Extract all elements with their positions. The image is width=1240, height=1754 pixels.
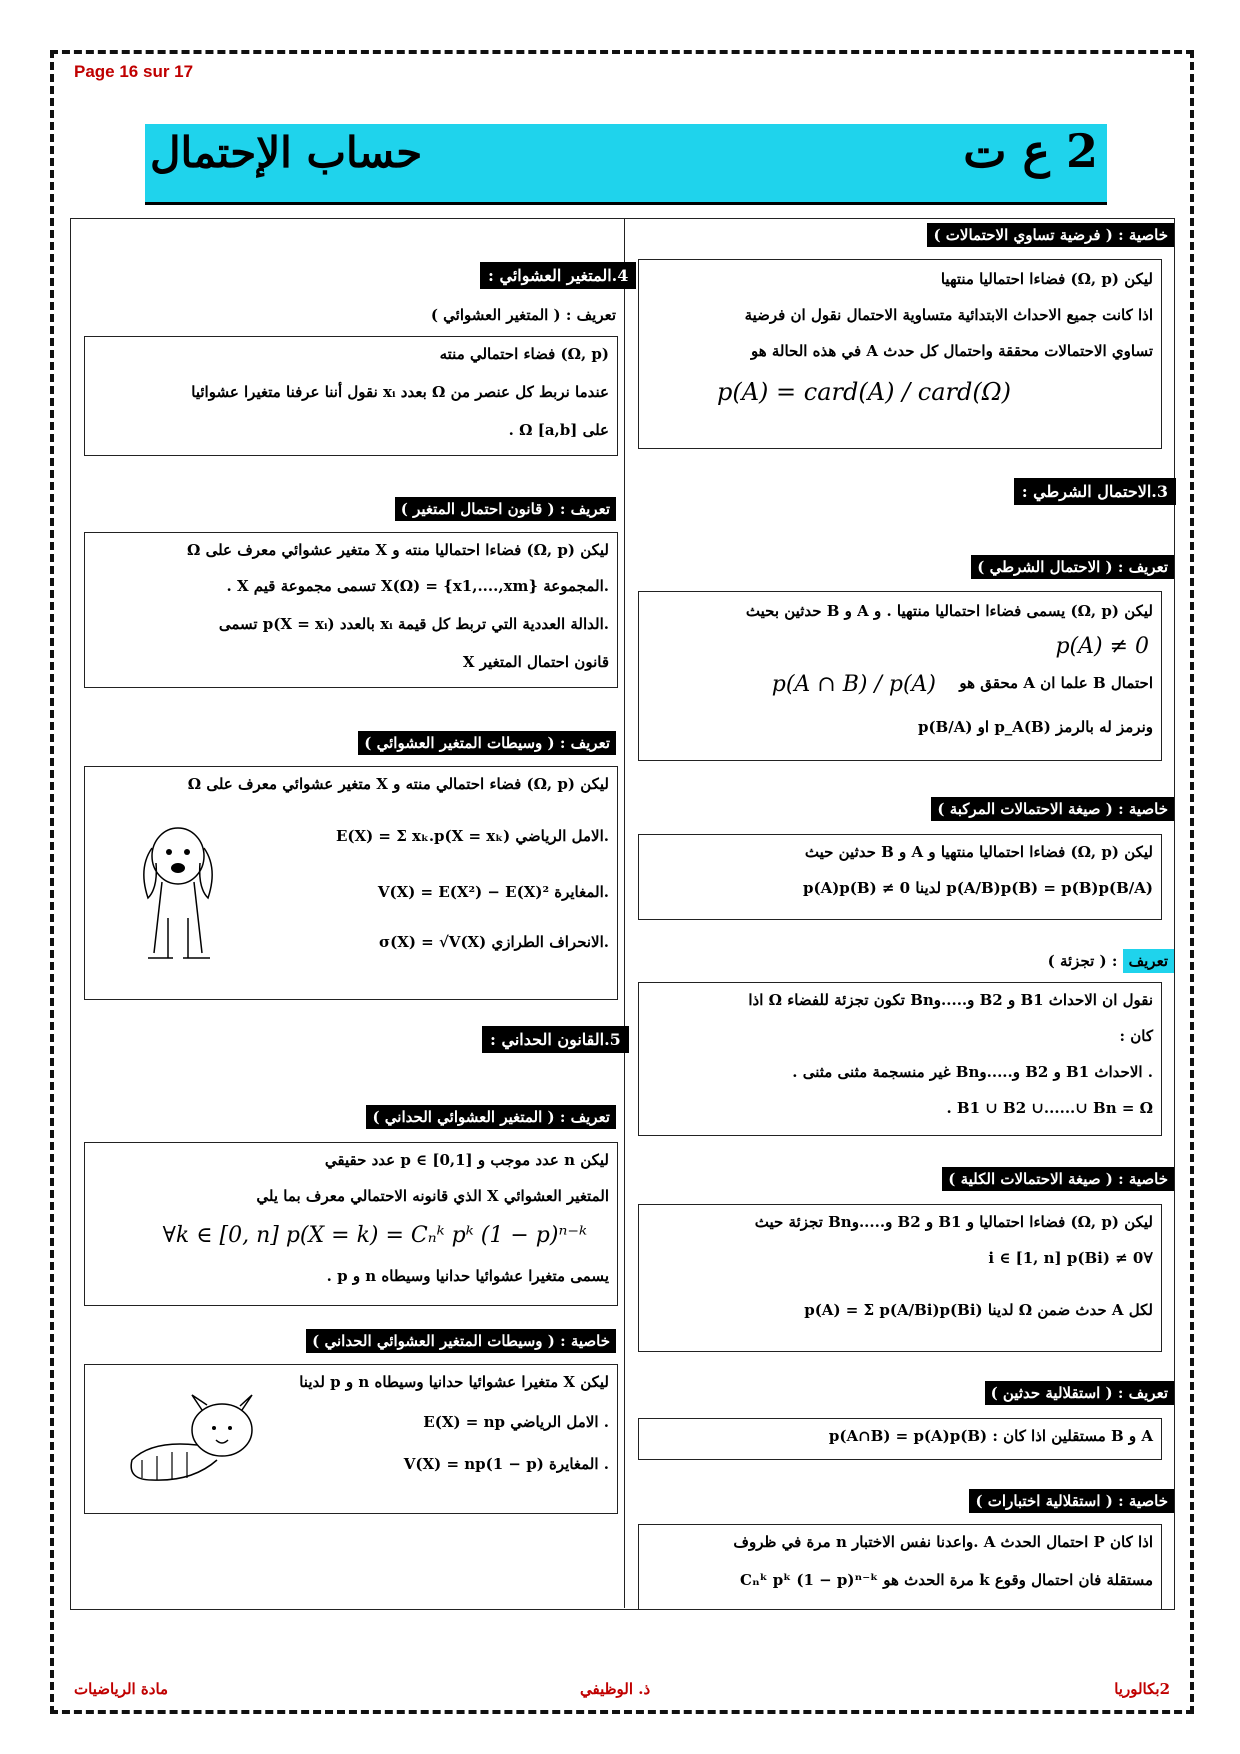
cond-line-4: ونرمز له بالرمز p_A(B) او p(B/A) (917, 718, 1153, 736)
section-3-heading: 3.الاحتمال الشرطي : (1014, 478, 1176, 505)
binomial-box (84, 1142, 618, 1306)
part-line-3: . الاحداث B1 و B2 و.....وBn غير منسجمة مثنى مثنى . (792, 1063, 1153, 1081)
footer-teacher: ذ. الوظيفي (580, 1680, 651, 1698)
conditional-definition-label: تعريف : ( الاحتمال الشرطي ) (971, 558, 1174, 576)
conditional-box (638, 591, 1162, 761)
total-line-3: لكل A حدث ضمن Ω لدينا p(A) = Σ p(A/Bi)p(Bi) (804, 1301, 1153, 1319)
random-variable-definition-label: تعريف : ( المتغير العشوائي ) (430, 306, 616, 324)
law-line-4: قانون احتمال المتغير X (462, 653, 609, 671)
page-number: Page 16 sur 17 (74, 62, 194, 81)
binom-line-1: ليكن n عدد موجب و p ∈ [0,1] عدد حقيقي (324, 1151, 609, 1169)
param-line-3: .المغايرة V(X) = E(X²) − E(X)² (377, 883, 609, 901)
compound-box (638, 834, 1162, 920)
comp-line-1: ليكن (Ω, p) فضاءا احتماليا منتهيا و A و B حدثين حيث (804, 843, 1153, 861)
total-probability-property-label: خاصية : ( صيغة الاحتمالات الكلية ) (942, 1170, 1174, 1188)
law-line-1: ليكن (Ω, p) فضاءا احتماليا منته و X متغير عشوائي معرف على Ω (186, 541, 609, 559)
comp-line-2: p(A/B)p(B) = p(B)p(B/A) لدينا p(A)p(B) ≠ 0 (802, 879, 1153, 897)
section-5-heading: 5.القانون الحداني : (482, 1026, 629, 1053)
law-line-3: .الدالة العددية التي تربط كل قيمة xᵢ بالعدد p(X = xᵢ) تسمى (218, 615, 609, 633)
bparam-line-1: ليكن X متغيرا عشوائيا حدانيا وسيطاه n و p لدينا (299, 1373, 609, 1391)
eq-line-3: تساوي الاحتمالات محققة واحتمال كل حدث A في هذه الحالة هو (750, 342, 1153, 360)
part-line-1: نقول ان الاحداث B1 و B2 و.....وBn تكون تجزئة للفضاء Ω اذا (748, 991, 1153, 1009)
eq-line-2: اذا كانت جميع الاحداث الابتدائية متساوية الاحتمال نقول ان فرضية (744, 306, 1153, 324)
dog-illustration-icon (128, 818, 228, 968)
part-line-4: B1 ∪ B2 ∪......∪ Bn = Ω . (946, 1099, 1153, 1117)
rv-line-2: عندما نربط كل عنصر من Ω بعدد xᵢ نقول أننا عرفنا متغيرا عشوائيا (191, 383, 609, 401)
independent-trials-property-label: خاصية : ( استقلالية اختبارات ) (969, 1492, 1174, 1510)
page-title: حساب الإحتمال (150, 128, 423, 177)
cartoon-illustration-icon (112, 1390, 272, 1500)
binomial-definition-label: تعريف : ( المتغير العشوائي الحداني ) (366, 1108, 616, 1126)
class-level: 2 ع ت (963, 124, 1098, 178)
indep2-line-2: مستقلة فان احتمال وقوع k مرة الحدث هو Cₙᵏ pᵏ (1 − p)ⁿ⁻ᵏ (740, 1571, 1153, 1589)
footer-subject: مادة الرياضيات (74, 1680, 169, 1698)
partition-box (638, 982, 1162, 1136)
eq-formula: p(A) = card(A) / card(Ω) (717, 378, 1011, 406)
total-line-1: ليكن (Ω, p) فضاءا احتماليا و B1 و B2 و.....وBn تجزئة حيث (754, 1213, 1153, 1231)
independence-box (638, 1418, 1162, 1460)
param-line-2: .الامل الرياضي E(X) = Σ xₖ.p(X = xₖ) (335, 827, 609, 845)
total-line-2: ∀i ∈ [1, n] p(Bi) ≠ 0 (988, 1249, 1153, 1267)
compound-property-label: خاصية : ( صيغة الاحتمالات المركبة ) (931, 800, 1174, 818)
param-line-4: .الانحراف الطرازي σ(X) = √V(X) (379, 933, 609, 951)
probability-law-box (84, 532, 618, 688)
probability-law-definition-label: تعريف : ( قانون احتمال المتغير ) (395, 500, 616, 518)
bparam-line-2: . الامل الرياضي E(X) = np (423, 1413, 609, 1431)
cond-line-2: p(A) ≠ 0 (1055, 634, 1149, 659)
cond-line-1: ليكن (Ω, p) يسمى فضاءا احتماليا منتهيا . و A و B حدثين بحيث (745, 602, 1153, 620)
indep-line-1: A و B مستقلين اذا كان : p(A∩B) = p(A)p(B) (828, 1427, 1153, 1445)
partition-definition-label: تعريف : ( تجزئة ) (1048, 952, 1174, 970)
column-divider (624, 218, 625, 1608)
bparam-line-3: . المغايرة V(X) = np(1 − p) (403, 1455, 609, 1473)
binom-line-4: يسمى متغيرا عشوائيا حدانيا وسيطاه n و p . (326, 1267, 609, 1285)
rv-line-1: (Ω, p) فضاء احتمالي منته (439, 345, 609, 363)
parameters-definition-label: تعريف : ( وسيطات المتغير العشوائي ) (358, 734, 616, 752)
eq-line-1: ليكن (Ω, p) فضاءا احتماليا منتهيا (940, 270, 1153, 288)
equiprobability-property-label: خاصية : ( فرضية تساوي الاحتمالات ) (927, 226, 1174, 244)
footer-level: 2بكالوريا (1114, 1680, 1170, 1698)
indep2-line-1: اذا كان P احتمال الحدث A .واعدنا نفس الاختبار n مرة في ظروف (733, 1533, 1153, 1551)
binom-line-2: المتغير العشوائي X الذي قانونه الاحتمالي معرف بما يلي (256, 1187, 609, 1205)
section-4-heading: 4.المتغير العشوائي : (480, 262, 636, 289)
rv-line-3: على [a,b] Ω . (508, 421, 609, 439)
cond-fraction: p(A ∩ B) / p(A) (771, 672, 936, 697)
independent-trials-box (638, 1524, 1162, 1610)
binomial-parameters-property-label: خاصية : ( وسيطات المتغير العشوائي الحداني ) (306, 1332, 616, 1350)
part-line-2: كان : (1119, 1027, 1153, 1045)
random-variable-box (84, 336, 618, 456)
cond-line-3: احتمال B علما ان A محقق هو (959, 674, 1153, 692)
total-probability-box (638, 1204, 1162, 1352)
param-line-1: ليكن (Ω, p) فضاء احتمالي منته و X متغير عشوائي معرف على Ω (187, 775, 609, 793)
equiprobability-box (638, 259, 1162, 449)
law-line-2: .المجموعة X(Ω) = {x1,....,xm} تسمى مجموعة قيم X . (226, 577, 609, 595)
independence-definition-label: تعريف : ( استقلالية حدثين ) (985, 1384, 1174, 1402)
binom-line-3: ∀k ∈ [0, n] p(X = k) = Cₙᵏ pᵏ (1 − p)ⁿ⁻ᵏ (162, 1223, 587, 1248)
